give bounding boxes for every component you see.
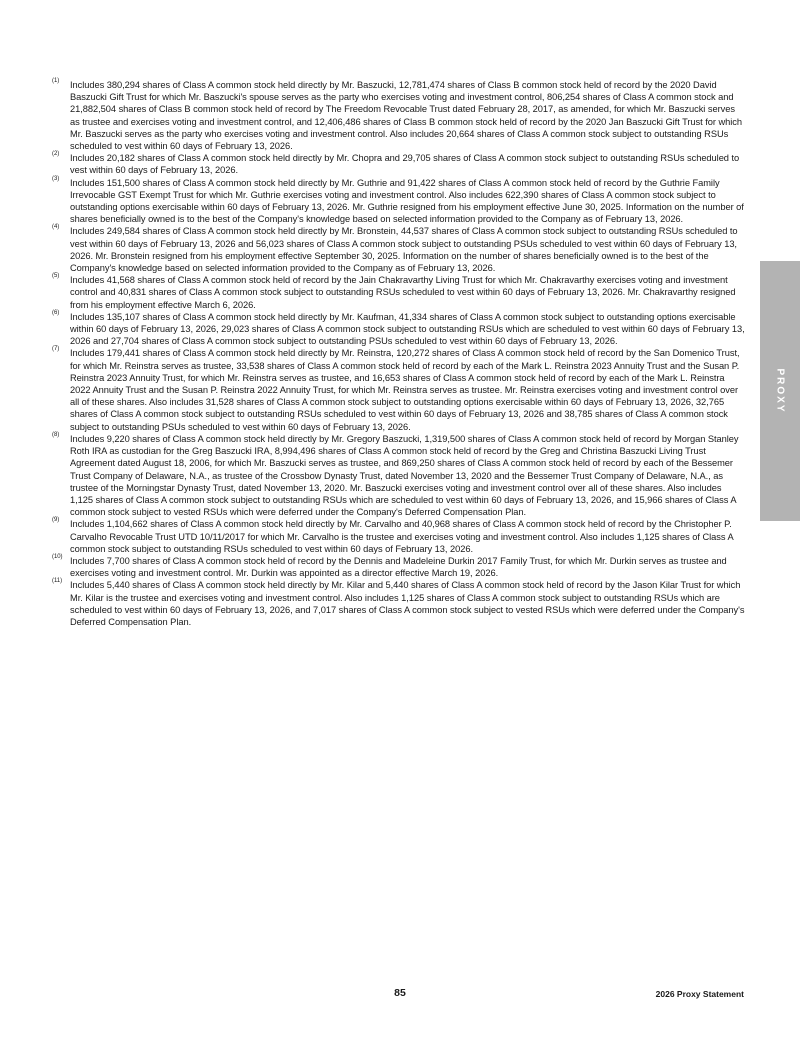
footnote-marker: (5) (52, 273, 60, 280)
footnote-marker: (1) (52, 78, 60, 84)
footnote-text: Includes 41,568 shares of Class A common stock held of record by the Jain Chakravarthy Living Trust for which Mr. Chakravarthy exercises voting and investment control and 40,831 shares of Class A common stock subject to outstanding RSUs scheduled to vest within 60 days of February 13, 2026. Mr. Chakravarthy resigned from his employment effective March 6, 2026. (70, 275, 736, 310)
footnote-text: Includes 9,220 shares of Class A common stock held directly by Mr. Gregory Baszucki, 1,319,500 shares of Class A common stock held of record by Morgan Stanley Roth IRA as custodian for the Greg Baszucki IRA, 8,994,496 shares of Class A common stock held of record by the Greg and Christina Baszucki Living Trust Agreement dated August 18, 2006, for which Mr. Baszucki serves as trustee, and 869,250 shares of Class A common stock held of record by each of the Bessemer Trust Company of Delaware, N.A., as trustee of the Crossbow Dynasty Trust, dated November 13, 2020 and the Bessemer Trust Company of Delaware, N.A., as trustee of the Morningstar Dynasty Trust, dated November 13, 2020. Mr. Baszucki exercises voting and investment control over all of these shares. Also includes 1,125 shares of Class A common stock subject to outstanding RSUs which are scheduled to vest within 60 days of February 13, 2026, and 15,966 shares of Class A common stock subject to vested RSUs which were deferred under the Company's Deferred Compensation Plan. (70, 433, 739, 518)
footnote-4 (52, 225, 746, 274)
footnote-6 (52, 311, 746, 348)
footnote-marker: (10) (52, 553, 63, 560)
footnote-marker: (6) (52, 309, 60, 316)
footnote-marker: (2) (52, 151, 60, 158)
section-side-tab (760, 261, 800, 521)
page-number: 85 (394, 987, 406, 999)
footnote-text: Includes 20,182 shares of Class A common stock held directly by Mr. Chopra and 29,705 shares of Class A common stock subject to outstanding RSUs scheduled to vest within 60 days of February 13, 2026. (70, 153, 740, 176)
footnote-marker: (7) (52, 346, 60, 353)
footnote-5 (52, 274, 746, 311)
footnote-text: Includes 7,700 shares of Class A common stock held of record by the Dennis and Madeleine Durkin 2017 Family Trust, for which Mr. Durkin serves as trustee and exercises voting and investment control. Mr. Durkin was appointed as a director effective March 19, 2026. (70, 555, 727, 579)
footnote-2 (52, 152, 746, 176)
document-title: 2026 Proxy Statement (655, 989, 744, 999)
footnote-text: Includes 1,104,662 shares of Class A common stock held directly by Mr. Carvalho and 40,968 shares of Class A common stock held of record by the Christopher P. Carvalho Revocable Trust UTD 10/11/2017 for which Mr. Carvalho is the trustee and exercises voting and investment control. Also includes 1,125 shares of Class A common stock subject to outstanding RSUs scheduled to vest within 60 days of February 13, 2026. (70, 519, 734, 554)
footnote-7 (52, 347, 746, 432)
footnote-text: Includes 380,294 shares of Class A common stock held directly by Mr. Baszucki, 12,781,474 shares of Class B common stock held of record by the 2020 David Baszucki Gift Trust for which Mr. Baszucki's spouse serves as the party who exercises voting and investment control, 806,254 shares of Class A common stock and 21,882,504 shares of Class B common stock held of record by The Freedom Revocable Trust dated February 28, 2017, as amended, for which Mr. Baszucki serves as trustee and exercises voting and investment control, and 12,406,486 shares of Class B common stock held of record by the 2020 Jan Baszucki Gift Trust for which Mr. Baszucki serves as the party who exercises voting and investment control. Also includes 20,664 shares of Class A common stock subject to outstanding RSUs scheduled to vest within 60 days of February 13, 2026. (70, 80, 742, 152)
footnote-marker: (11) (52, 578, 63, 585)
footnote-text: Includes 179,441 shares of Class A common stock held directly by Mr. Reinstra, 120,272 shares of Class A common stock held of record by the San Domenico Trust, for which Mr. Reinstra serves as trustee, 33,538 shares of Class A common stock held of record by each of the Mark L. Reinstra 2023 Annuity Trust and the Susan P. Reinstra 2023 Annuity Trust, for which Mr. Reinstra serves as trustee, and 16,653 shares of Class A common stock held of record by each of the Mark L. Reinstra 2022 Annuity Trust and the Susan P. Reinstra 2022 Annuity Trust, for which Mr. Reinstra serves as trustee. Mr. Reinstra exercises voting and investment control over all of these shares. Also includes 31,528 shares of Class A common stock subject to outstanding options exercisable within 60 days of February 13, 2026, 32,765 shares of Class A common stock subject to outstanding RSUs scheduled to vest within 60 days of February 13, 2026 and 38,785 shares of Class A common stock subject to outstanding PSUs scheduled to vest within 60 days of February 13, 2026. (70, 348, 740, 432)
footnote-marker: (4) (52, 224, 60, 231)
footnote-text: Includes 151,500 shares of Class A common stock held directly by Mr. Guthrie and 91,422 shares of Class A common stock held of record by the Guthrie Family Irrevocable GST Exempt Trust for which Mr. Guthrie exercises voting and investment control. Also includes 622,390 shares of Class A common stock subject to outstanding options exercisable within 60 days of February 13, 2026. Mr. Guthrie resigned from his employment effective June 30, 2025. Information on the number of shares beneficially owned is to the best of the Company's knowledge based on selected information provided to the Company as of February 13, 2026. (70, 177, 744, 225)
footnote-text: Includes 249,584 shares of Class A common stock held directly by Mr. Bronstein, 44,537 shares of Class A common stock subject to outstanding RSUs scheduled to vest within 60 days of February 13, 2026 and 56,023 shares of Class A common stock subject to outstanding PSUs scheduled to vest within 60 days of February 13, 2026. Mr. Bronstein resigned from his employment effective September 30, 2025. Information on the number of shares beneficially owned is to the best of the Company's knowledge based on selected information provided to the Company as of February 13, 2026. (70, 226, 738, 274)
footnote-text: Includes 5,440 shares of Class A common stock held directly by Mr. Kilar and 5,440 shares of Class A common stock held of record by the Jason Kilar Trust for which Mr. Kilar is the trustee and exercises voting and investment control. Also includes 1,125 shares of Class A common stock subject to outstanding RSUs which are scheduled to vest within 60 days of February 13, 2026, and 7,017 shares of Class A common stock subject to vested RSUs which were deferred under the Company's Deferred Compensation Plan. (70, 580, 745, 627)
footnote-marker: (3) (52, 175, 60, 182)
footnotes-list (52, 79, 746, 628)
footnote-marker: (8) (52, 431, 60, 438)
footnote-10 (52, 555, 746, 579)
section-side-tab-label: PROXY (774, 368, 786, 414)
footnote-1 (52, 79, 746, 152)
footnote-8 (52, 433, 746, 518)
footnote-marker: (9) (52, 517, 60, 524)
footnote-3 (52, 177, 746, 226)
footnote-11 (52, 579, 746, 628)
footnote-9 (52, 518, 746, 555)
footnote-text: Includes 135,107 shares of Class A common stock held directly by Mr. Kaufman, 41,334 shares of Class A common stock subject to outstanding options exercisable within 60 days of February 13, 2026, 29,023 shares of Class A common stock subject to outstanding RSUs which are scheduled to vest within 60 days of February 13, 2026 and 27,704 shares of Class A common stock subject to outstanding PSUs scheduled to vest within 60 days of February 13, 2026. (70, 311, 745, 347)
